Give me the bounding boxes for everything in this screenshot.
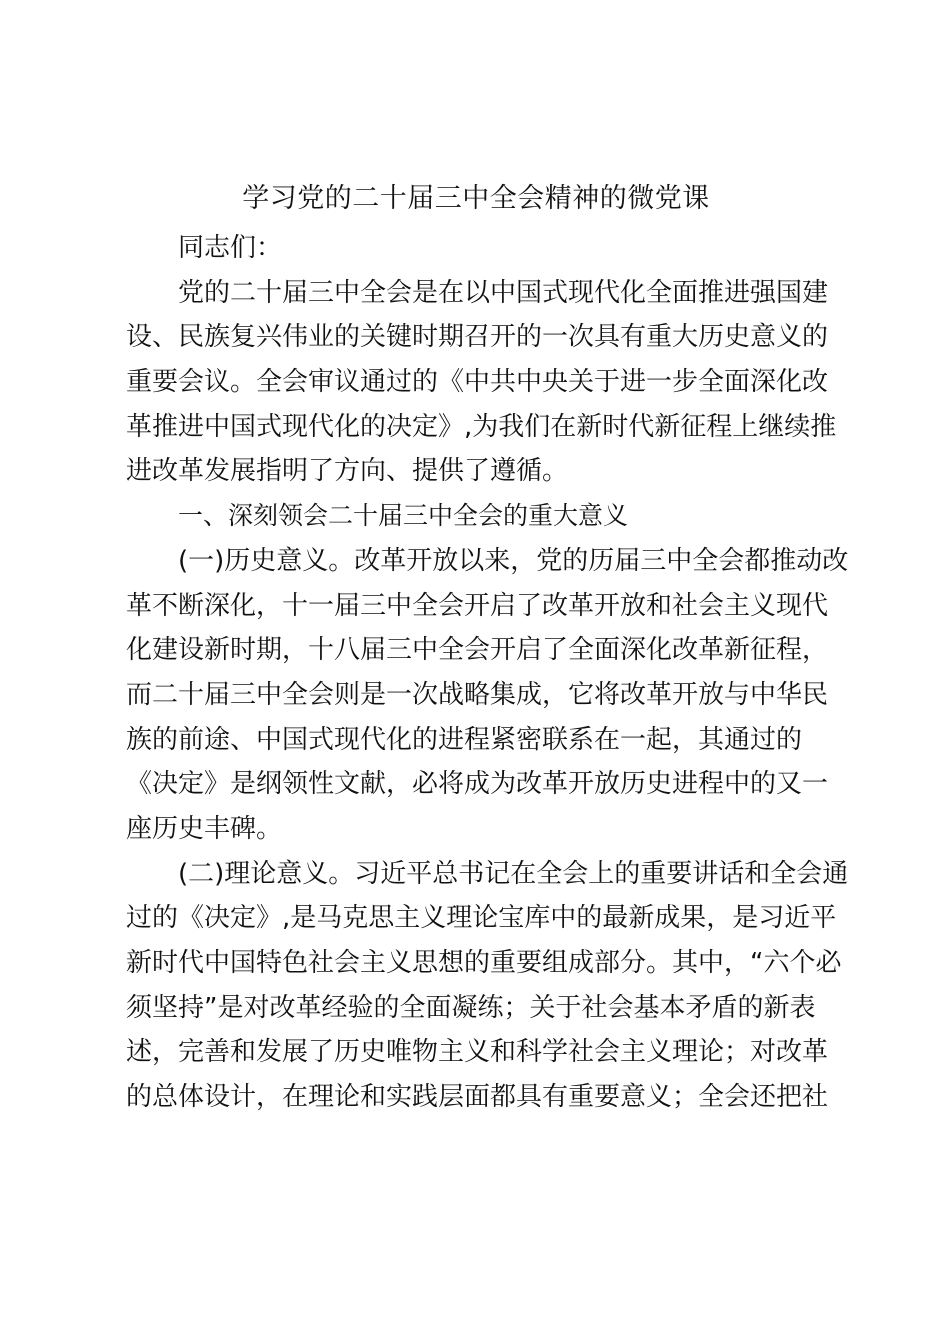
text-line: 须坚持”是对改革经验的全面凝练；关于社会基本矛盾的新表 (126, 992, 816, 1023)
text-line: 同志们： (178, 233, 283, 263)
text-line: 而二十届三中全会则是一次战略集成，它将改革开放与中华民 (126, 679, 829, 710)
text-line: 设、民族复兴伟业的关键时期召开的一次具有重大历史意义的 (126, 322, 829, 353)
document-title: 学习党的二十届三中全会精神的微党课 (242, 183, 710, 214)
text-line: 过的《决定》,是马克思主义理论宝库中的最新成果，是习近平 (126, 903, 837, 934)
text-line: 革推进中国式现代化的决定》,为我们在新时代新征程上继续推 (126, 411, 837, 442)
text-line: 《决定》是纲领性文献，必将成为改革开放历史进程中的又一 (126, 769, 829, 800)
section-heading: 一、深刻领会二十届三中全会的重大意义 (178, 501, 629, 531)
text-line: (一)历史意义。改革开放以来，党的历届三中全会都推动改 (178, 545, 849, 576)
text-line: 革不断深化，十一届三中全会开启了改革开放和社会主义现代 (126, 590, 829, 621)
text-line: 的总体设计，在理论和实践层面都具有重要意义；全会还把社 (126, 1082, 829, 1113)
text-line: 党的二十届三中全会是在以中国式现代化全面推进强国建 (178, 277, 829, 308)
document-body (126, 226, 849, 1120)
text-line: 重要会议。全会审议通过的《中共中央关于进一步全面深化改 (126, 367, 829, 398)
text-line: 进改革发展指明了方向、提供了遵循。 (126, 456, 569, 487)
text-line: 述，完善和发展了历史唯物主义和科学社会主义理论；对改革 (126, 1037, 829, 1068)
text-line: 新时代中国特色社会主义思想的重要组成部分。其中，“六个必 (126, 948, 842, 978)
text-line: (二)理论意义。习近平总书记在全会上的重要讲话和全会通 (178, 858, 849, 889)
text-line: 座历史丰碑。 (126, 813, 283, 844)
text-line: 族的前途、中国式现代化的进程紧密联系在一起，其通过的 (126, 724, 803, 755)
text-line: 化建设新时期，十八届三中全会开启了全面深化改革新征程， (126, 635, 829, 666)
